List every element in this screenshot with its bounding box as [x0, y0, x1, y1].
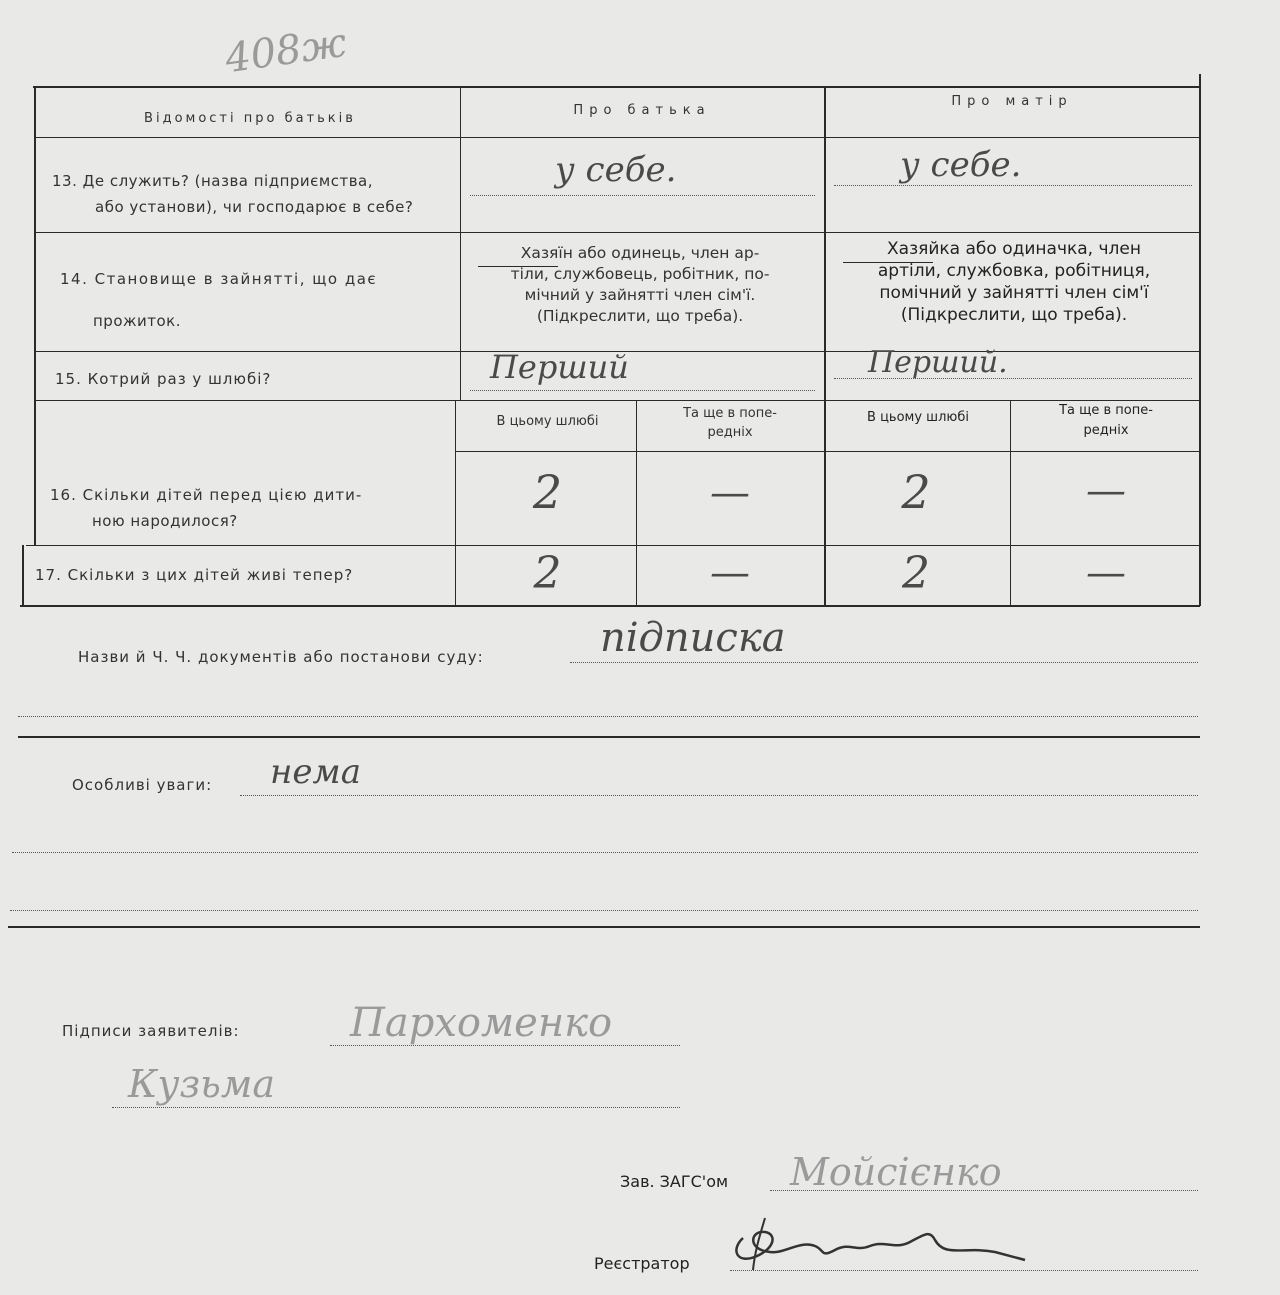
underline-mark [478, 266, 558, 267]
q14-label-line1: 14. Становище в зайнятті, що дає [60, 270, 378, 288]
head-zags-label: Зав. ЗАГС'ом [620, 1172, 729, 1191]
subheader-line: редніх [707, 425, 753, 440]
head-zags-signature: Мойсієнко [790, 1150, 1002, 1194]
q13-label-line2: або установи), чи господарює в себе? [95, 198, 414, 216]
header-info: Відомості про батьків [144, 111, 356, 126]
q13-mother-value: у себе. [900, 145, 1022, 185]
q14-mother-option-line: (Підкреслити, що треба). [900, 305, 1128, 325]
q14-father-option-line: Хазяїн або одинець, член ар- [520, 244, 760, 262]
q15-father-value: Перший [490, 348, 629, 386]
archive-number: 408ж [222, 19, 350, 83]
q17-father-this: 2 [533, 548, 562, 599]
subheader-father-prev [640, 404, 820, 442]
applicant1-signature: Пархоменко [350, 1000, 613, 1046]
q16-mother-this: 2 [901, 465, 931, 519]
q13-father-value: у себе. [555, 150, 677, 190]
q14-mother-options [836, 238, 1192, 326]
q14-father-option-line: тіли, службовець, робітник, по- [510, 265, 770, 283]
registrar-label: Реєстратор [594, 1254, 690, 1273]
q14-mother-option-line: артіли, службовка, робітниця, [877, 261, 1151, 281]
subheader-line: редніх [1083, 423, 1129, 438]
q14-father-option-line: мічний у зайнятті член сім'ї. [524, 286, 756, 304]
remarks-label: Особливі уваги: [72, 776, 213, 794]
q15-mother-value: Перший. [868, 345, 1008, 380]
applicant2-signature: Кузьма [128, 1062, 276, 1106]
header-mother: Про матір [951, 94, 1073, 109]
header-father: Про батька [573, 103, 711, 118]
documents-label: Назви й Ч. Ч. документів або постанови суду: [78, 648, 484, 666]
q16-father-this: 2 [532, 465, 563, 519]
q14-father-option-line: (Підкреслити, що треба). [536, 307, 744, 325]
signatures-label: Підписи заявителів: [62, 1022, 240, 1040]
q13-label-line1: 13. Де служить? (назва підприємства, [52, 172, 374, 190]
q16-label-line1: 16. Скільки дітей перед цією дити- [50, 486, 363, 504]
q17-label: 17. Скільки з цих дітей живі тепер? [35, 566, 354, 584]
subheader-line: Та ще в попе- [683, 406, 777, 421]
documents-value: підписка [600, 615, 786, 661]
q17-mother-this: 2 [902, 548, 930, 599]
q14-mother-option-line: Хазяйка або одиначка, член [887, 239, 1141, 259]
subheader-father-this: В цьому шлюбі [496, 414, 599, 429]
q17-mother-prev: — [1086, 550, 1126, 596]
remarks-value: нема [270, 752, 361, 792]
q17-father-prev: — [710, 550, 750, 596]
subheader-mother-prev [1014, 401, 1198, 441]
q14-mother-option-line: помічний у зайнятті член сім'ї [879, 283, 1149, 303]
subheader-line: Та ще в попе- [1059, 403, 1153, 418]
q16-label-line2: ною народилося? [92, 512, 238, 530]
q14-label-line2: прожиток. [93, 312, 182, 330]
q16-father-prev: — [710, 470, 750, 516]
q15-label: 15. Котрий раз у шлюбі? [55, 370, 272, 388]
subheader-mother-this: В цьому шлюбі [867, 410, 969, 425]
q14-father-options [470, 243, 810, 327]
underline-mark [843, 262, 933, 263]
q16-mother-prev: — [1086, 468, 1126, 514]
